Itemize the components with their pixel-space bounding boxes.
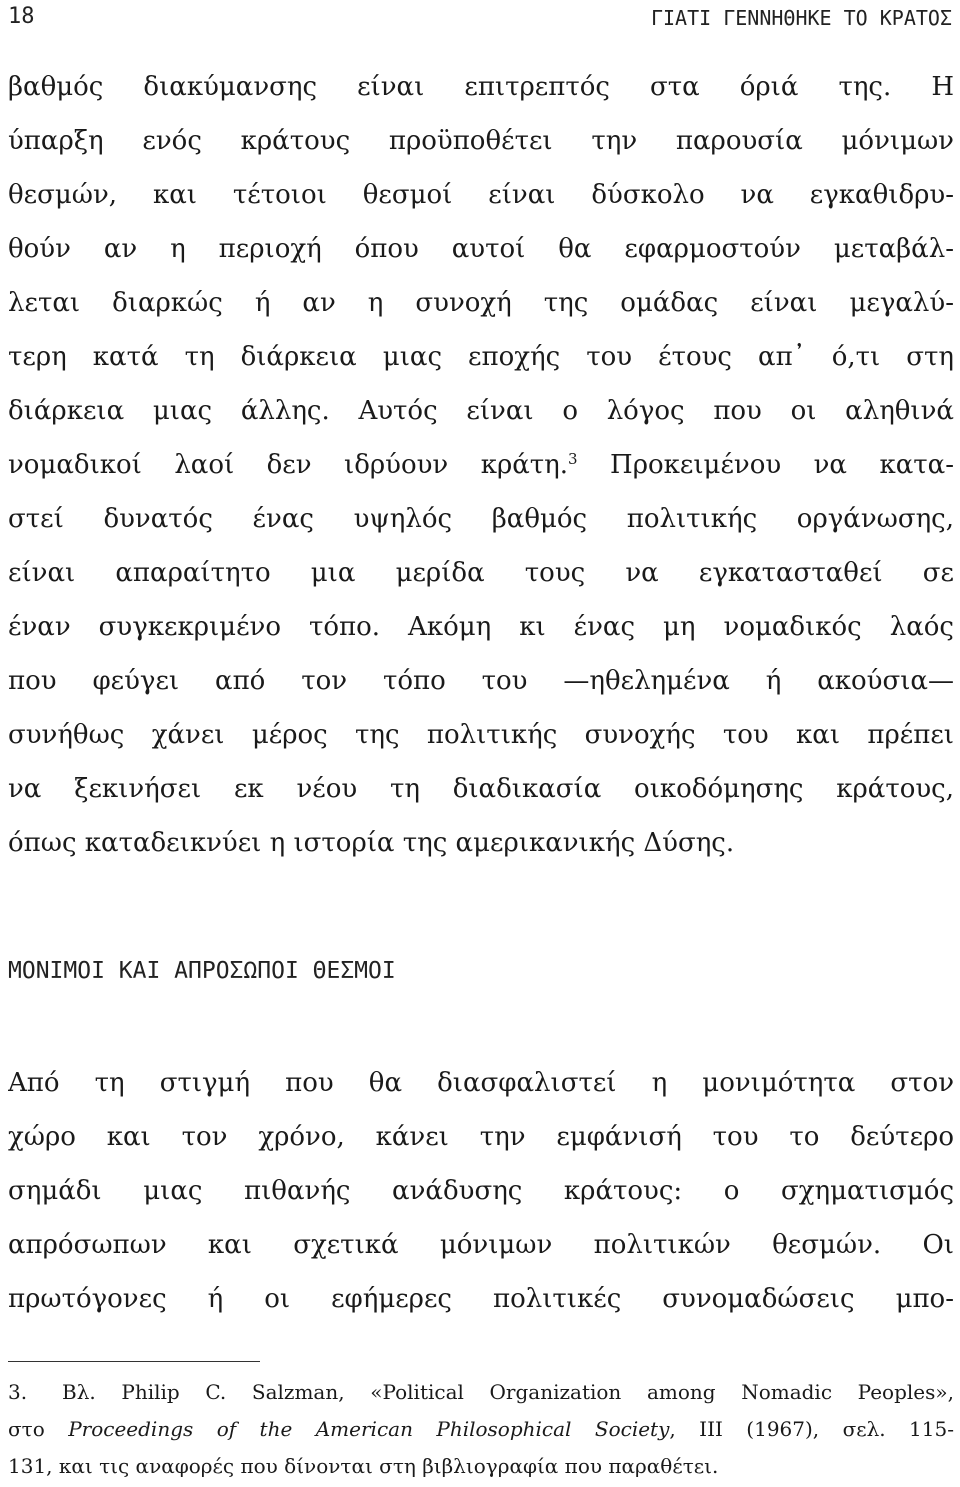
text-line: διάρκεια μιας άλλης. Αυτός είναι ο λόγος που οι αληθινά xyxy=(8,396,954,426)
text-line: ύπαρξη ενός κράτους προϋποθέτει την παρουσία μόνιμων xyxy=(8,126,954,156)
text-line: στεί δυνατός ένας υψηλός βαθμός πολιτικής οργάνωσης, xyxy=(8,504,954,534)
text-line: τερη κατά τη διάρκεια μιας εποχής του έτους απ᾽ ό,τι στη xyxy=(8,342,954,372)
body-text xyxy=(8,60,954,870)
text-line: που φεύγει από τον τόπο του —ηθελημένα ή ακούσια— xyxy=(8,666,954,696)
footnote-line xyxy=(8,1374,954,1411)
page-number: 18 xyxy=(8,4,35,29)
footnote-text: Βλ. Philip C. Salzman, «Political Organization among Nomadic Peoples», xyxy=(62,1380,954,1404)
footnote-text: , III (1967), σελ. 115- xyxy=(669,1417,954,1441)
footnote-text: στο xyxy=(8,1417,69,1441)
text-line: λεται διαρκώς ή αν η συνοχή της ομάδας είναι μεγαλύ- xyxy=(8,288,954,318)
footnote-number: 3. xyxy=(8,1380,28,1404)
footnote-line: 131, και τις αναφορές που δίνονται στη βιβλιογραφία που παραθέτει. xyxy=(8,1454,719,1478)
text-line: έναν συγκεκριμένο τόπο. Ακόμη κι ένας μη νομαδικός λαός xyxy=(8,612,954,642)
text-line: χώρο και τον χρόνο, κάνει την εμφάνισή του το δεύτερο xyxy=(8,1122,954,1152)
text-line: Από τη στιγμή που θα διασφαλιστεί η μονιμότητα στον xyxy=(8,1068,954,1098)
section-heading: ΜΟΝΙΜΟΙ ΚΑΙ ΑΠΡΟΣΩΠΟΙ ΘΕΣΜΟΙ xyxy=(8,958,396,984)
text-line: θεσμών, και τέτοιοι θεσμοί είναι δύσκολο να εγκαθιδρυ- xyxy=(8,180,954,210)
text-line: πρωτόγονες ή οι εφήμερες πολιτικές συνομαδώσεις μπο- xyxy=(8,1284,954,1314)
footnote xyxy=(8,1374,954,1485)
footnote-line xyxy=(8,1411,954,1448)
journal-title: Proceedings of the American Philosophical Society xyxy=(68,1417,670,1441)
text-segment: νομαδικοί λαοί δεν ιδρύουν κράτη. xyxy=(8,450,569,480)
text-line: βαθμός διακύμανσης είναι επιτρεπτός στα όριά της. Η xyxy=(8,72,954,102)
text-line: όπως καταδεικνύει η ιστορία της αμερικανικής Δύσης. xyxy=(8,828,735,858)
section-body-text xyxy=(8,1056,954,1326)
running-title: ΓΙΑΤΙ ΓΕΝΝΗΘΗΚΕ ΤΟ ΚΡΑΤΟΣ xyxy=(650,6,952,30)
text-line: απρόσωπων και σχετικά μόνιμων πολιτικών θεσμών. Οι xyxy=(8,1230,954,1260)
text-segment: Προκειμένου να κατα- xyxy=(577,450,954,480)
text-line: είναι απαραίτητο μια μερίδα τους να εγκατασταθεί σε xyxy=(8,558,954,588)
text-line: συνήθως χάνει μέρος της πολιτικής συνοχής του και πρέπει xyxy=(8,720,954,750)
text-line-with-footnote-ref xyxy=(8,438,954,492)
text-line: σημάδι μιας πιθανής ανάδυσης κράτους: ο σχηματισμός xyxy=(8,1176,954,1206)
page-header xyxy=(0,0,960,40)
text-line: να ξεκινήσει εκ νέου τη διαδικασία οικοδόμησης κράτους, xyxy=(8,774,954,804)
text-line: θούν αν η περιοχή όπου αυτοί θα εφαρμοστούν μεταβάλ- xyxy=(8,234,954,264)
footnote-reference[interactable]: 3 xyxy=(568,450,578,468)
footnote-divider xyxy=(8,1361,260,1362)
